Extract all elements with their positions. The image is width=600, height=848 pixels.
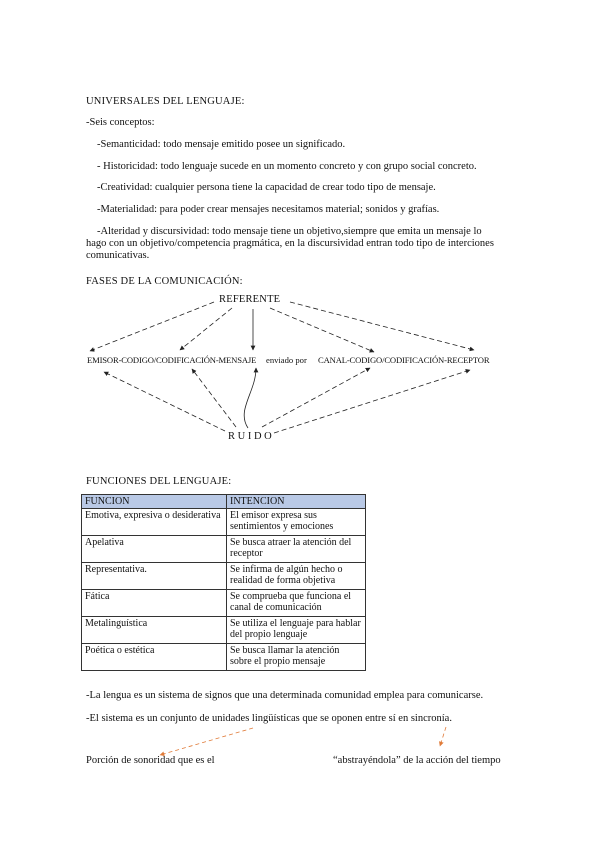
cell-funcion: Metalinguística (82, 617, 227, 644)
functions-table (81, 494, 366, 671)
porcion-note: Porción de sonoridad que es el (86, 755, 215, 766)
cell-intencion: El emisor expresa sus sentimientos y emociones (227, 509, 366, 536)
arrow-ruido-mensaje (244, 368, 256, 428)
table-row (82, 509, 366, 536)
arrow-ruido-emisor (104, 372, 225, 431)
cell-intencion: Se infirma de algún hecho o realidad de forma objetiva (227, 563, 366, 590)
cell-intencion: Se busca llamar la atención sobre el propio mensaje (227, 644, 366, 671)
concept-historicidad: - Historicidad: todo lenguaje sucede en un momento concreto y con grupo social concreto. (97, 161, 477, 172)
referente-label: REFERENTE (219, 294, 281, 305)
seis-conceptos: -Seis conceptos: (86, 117, 155, 128)
concept-creatividad: -Creatividad: cualquier persona tiene la capacidad de crear todo tipo de mensaje. (97, 182, 436, 193)
annotation-arrow-left (160, 728, 253, 755)
cell-funcion: Emotiva, expresiva o desiderativa (82, 509, 227, 536)
cell-funcion: Representativa. (82, 563, 227, 590)
table-row (82, 590, 366, 617)
arrow-ref-canal (270, 308, 374, 352)
arrow-ref-emisor (90, 302, 214, 351)
arrow-ruido-codigo (192, 369, 236, 427)
ruido-label: R U I D O (228, 431, 272, 442)
arrow-ref-codigo (180, 308, 232, 350)
cell-funcion: Poética o estética (82, 644, 227, 671)
annotation-arrow-right (440, 727, 446, 746)
cell-intencion: Se comprueba que funciona el canal de comunicación (227, 590, 366, 617)
chain-enviado: enviado por (266, 355, 307, 365)
fases-title: FASES DE LA COMUNICACIÓN: (86, 276, 243, 287)
table-row (82, 644, 366, 671)
cell-funcion: Apelativa (82, 536, 227, 563)
chain-right: CANAL-CODIGO/CODIFICACIÓN-RECEPTOR (318, 355, 490, 365)
table-row (82, 563, 366, 590)
universales-title: UNIVERSALES DEL LENGUAJE: (86, 96, 245, 107)
table-row (82, 617, 366, 644)
cell-intencion: Se utiliza el lenguaje para hablar del propio lenguaje (227, 617, 366, 644)
header-funcion: FUNCION (82, 495, 227, 509)
arrow-ruido-canal (262, 368, 370, 427)
sistema-definition: -El sistema es un conjunto de unidades lingüísticas que se oponen entre sí en sincronía. (86, 713, 452, 724)
lengua-definition: -La lengua es un sistema de signos que una determinada comunidad emplea para comunicarse. (86, 690, 484, 701)
chain-left: EMISOR-CODIGO/CODIFICACIÓN-MENSAJE (87, 355, 257, 365)
concept-alteridad: -Alteridad y discursividad: todo mensaje tiene un objetivo,siempre que emita un mensaje lo hago con un objetivo/competencia pragmática, en la discursividad entran todo tipo de interciones comunicativas. (86, 226, 494, 261)
concept-semanticidad: -Semanticidad: todo mensaje emitido posee un significado. (97, 139, 346, 150)
arrow-ruido-receptor (274, 370, 470, 433)
funciones-title: FUNCIONES DEL LENGUAJE: (86, 476, 232, 487)
arrow-ref-receptor (290, 302, 474, 350)
table-row (82, 536, 366, 563)
cell-intencion: Se busca atraer la atención del receptor (227, 536, 366, 563)
cell-funcion: Fática (82, 590, 227, 617)
header-intencion: INTENCION (227, 495, 366, 509)
concept-materialidad: -Materialidad: para poder crear mensajes necesitamos material; sonidos y grafías. (97, 204, 440, 215)
abstrayendola-note: “abstrayéndola” de la acción del tiempo (333, 755, 501, 766)
table-header (82, 495, 366, 509)
